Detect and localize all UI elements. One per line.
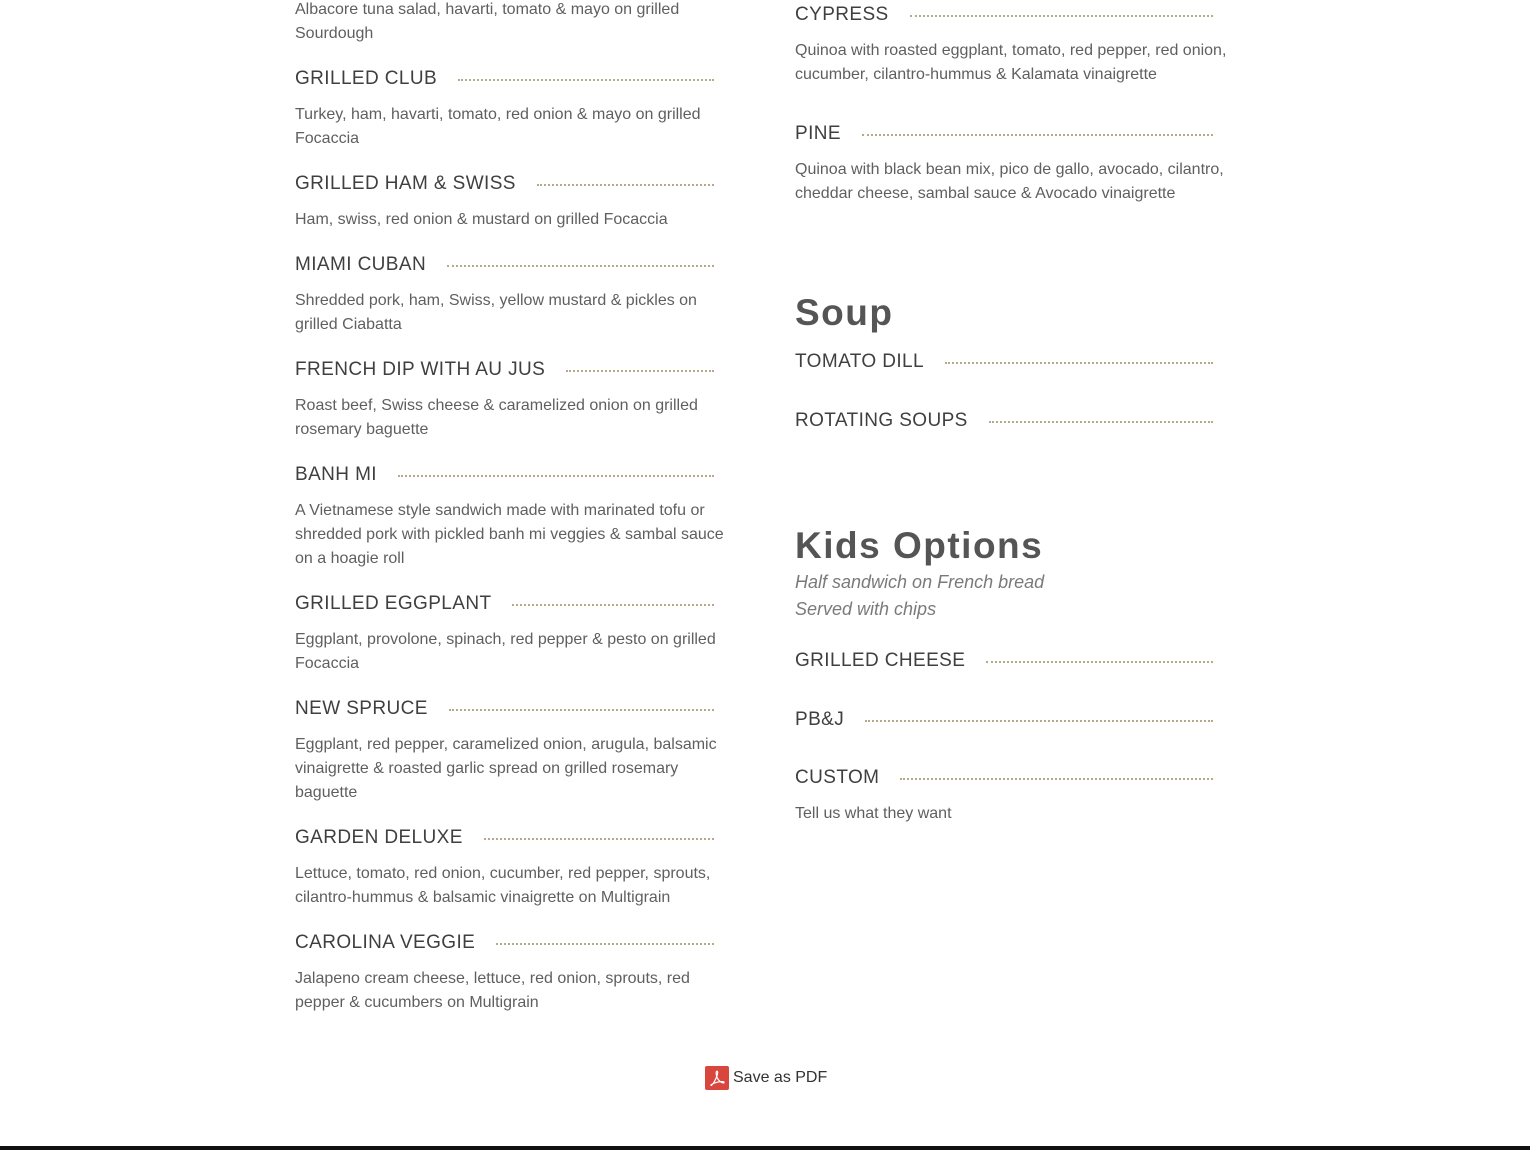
menu-item-name: GRILLED HAM & SWISS (295, 173, 516, 194)
dotted-leader (496, 943, 714, 945)
menu-item-description: Lettuce, tomato, red onion, cucumber, red pepper, sprouts, cilantro-hummus & balsamic vinaigrette on Multigrain (295, 865, 711, 906)
menu-item-name: TOMATO DILL (795, 351, 924, 372)
menu-item-cypress (795, 3, 1235, 87)
kids-note (795, 569, 1235, 623)
dotted-leader (447, 265, 714, 267)
menu-item-miami-cuban (295, 253, 727, 337)
menu-item-header (795, 3, 1213, 27)
save-as-pdf-link[interactable] (705, 1066, 827, 1090)
sandwich-column (295, 0, 727, 1015)
menu-item-header (795, 409, 1213, 433)
menu-item-custom (795, 766, 1235, 826)
acrobat-glyph-icon (708, 1069, 726, 1087)
dotted-leader (566, 370, 714, 372)
menu-item-name: GRILLED EGGPLANT (295, 593, 492, 614)
menu-item-header (795, 350, 1213, 374)
menu-item-description: Ham, swiss, red onion & mustard on grilled Focaccia (295, 211, 668, 228)
menu-item-header (795, 649, 1213, 673)
menu-item-header (295, 592, 714, 616)
footer-bar (0, 1146, 1530, 1150)
menu-item-header (295, 253, 714, 277)
save-as-pdf-label: Save as PDF (733, 1069, 828, 1086)
menu-item-header (795, 708, 1213, 732)
menu-item-carolina-veggie (295, 931, 727, 1015)
bowls-soup-kids-column (795, 0, 1235, 826)
menu-item-description: A Vietnamese style sandwich made with marinated tofu or shredded pork with pickled banh mi veggies & sambal sauce on a hoagie roll (295, 502, 724, 567)
menu-item-header (295, 172, 714, 196)
menu-item-banh-mi (295, 463, 727, 571)
dotted-leader (862, 134, 1213, 136)
menu-item-description: Shredded pork, ham, Swiss, yellow mustard & pickles on grilled Ciabatta (295, 292, 697, 333)
menu-item-garden-deluxe (295, 826, 727, 910)
dotted-leader (986, 661, 1213, 663)
dotted-leader (989, 421, 1213, 423)
menu-item-name: ROTATING SOUPS (795, 410, 968, 431)
menu-item-grilled-club (295, 67, 727, 151)
menu-item-header (295, 826, 714, 850)
menu-item-name: CAROLINA VEGGIE (295, 932, 476, 953)
menu-item-name: GRILLED CLUB (295, 68, 438, 89)
dotted-leader (484, 838, 714, 840)
menu-item-description: Turkey, ham, havarti, tomato, red onion & mayo on grilled Focaccia (295, 106, 701, 147)
menu-item-name: MIAMI CUBAN (295, 254, 427, 275)
menu-item-header (795, 122, 1213, 146)
kids-note-line-2: Served with chips (795, 599, 937, 619)
dotted-leader (458, 79, 714, 81)
dotted-leader (537, 184, 714, 186)
menu-item-header (295, 67, 714, 91)
menu-item-description: Quinoa with roasted eggplant, tomato, red pepper, red onion, cucumber, cilantro-hummus & Kalamata vinaigrette (795, 42, 1227, 83)
tuna-melt-description: Albacore tuna salad, havarti, tomato & mayo on grilled Sourdough (295, 1, 680, 42)
menu-item-description: Tell us what they want (795, 805, 952, 822)
menu-item-grilled-ham-swiss (295, 172, 727, 232)
menu-item-description: Jalapeno cream cheese, lettuce, red onion, sprouts, red pepper & cucumbers on Multigrain (295, 970, 690, 1011)
kids-section-title: Kids Options (795, 525, 1044, 566)
menu-item-tomato-dill (795, 350, 1235, 374)
menu-item-new-spruce (295, 697, 727, 805)
menu-item-french-dip (295, 358, 727, 442)
menu-item-name: NEW SPRUCE (295, 698, 428, 719)
menu-item-header (295, 931, 714, 955)
menu-item-name: FRENCH DIP WITH AU JUS (295, 359, 546, 380)
menu-item-header (295, 463, 714, 487)
dotted-leader (945, 362, 1213, 364)
menu-item-header (295, 358, 714, 382)
dotted-leader (398, 475, 714, 477)
menu-item-name: BANH MI (295, 464, 377, 485)
menu-item-description: Quinoa with black bean mix, pico de gallo, avocado, cilantro, cheddar cheese, sambal sauce & Avocado vinaigrette (795, 161, 1224, 202)
menu-item-description: Eggplant, red pepper, caramelized onion, arugula, balsamic vinaigrette & roasted garlic spread on grilled rosemary baguette (295, 736, 717, 801)
dotted-leader (512, 604, 714, 606)
menu-item-grilled-cheese (795, 649, 1235, 673)
dotted-leader (910, 15, 1213, 17)
menu-item-name: GRILLED CHEESE (795, 650, 966, 671)
menu-item-name: PINE (795, 123, 841, 144)
menu-item-description: Roast beef, Swiss cheese & caramelized onion on grilled rosemary baguette (295, 397, 698, 438)
kids-note-line-1: Half sandwich on French bread (795, 572, 1045, 592)
menu-item-grilled-eggplant (295, 592, 727, 676)
dotted-leader (865, 720, 1213, 722)
menu-item-name: CUSTOM (795, 767, 880, 788)
menu-item-name: PB&J (795, 709, 845, 730)
soup-section-title: Soup (795, 292, 894, 333)
menu-item-name: GARDEN DELUXE (295, 827, 463, 848)
dotted-leader (449, 709, 714, 711)
menu-item-header (295, 697, 714, 721)
menu-item-rotating-soups (795, 409, 1235, 433)
menu-item-pine (795, 122, 1235, 206)
menu-item-description: Eggplant, provolone, spinach, red pepper & pesto on grilled Focaccia (295, 631, 716, 672)
menu-item-name: CYPRESS (795, 4, 889, 25)
menu-item-pbj (795, 708, 1235, 732)
dotted-leader (900, 778, 1213, 780)
pdf-icon (705, 1066, 729, 1090)
menu-item-header (795, 766, 1213, 790)
